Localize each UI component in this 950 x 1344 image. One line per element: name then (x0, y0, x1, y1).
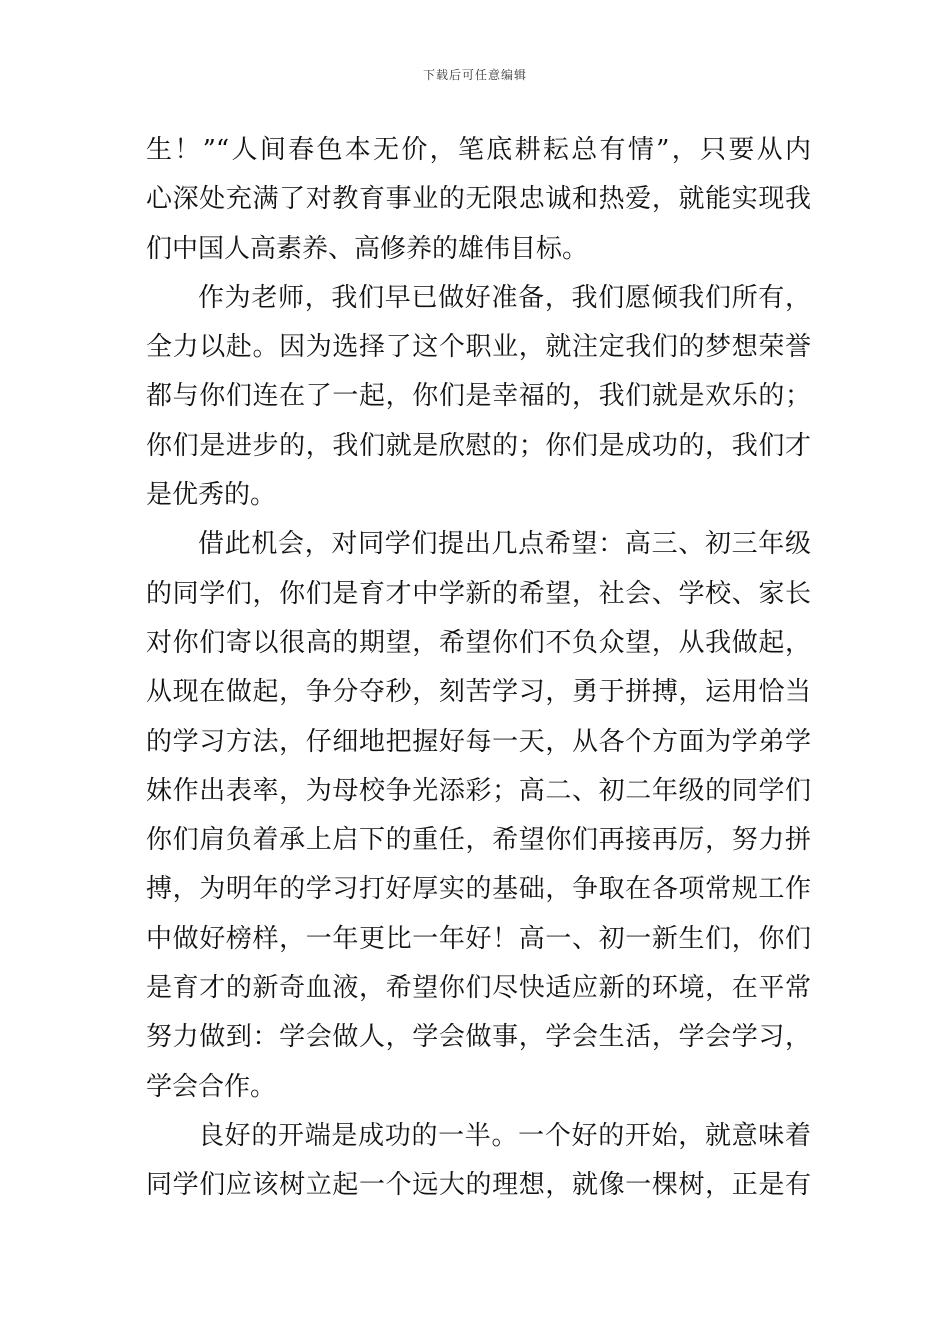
paragraph (146, 1112, 811, 1211)
paragraph (146, 274, 811, 520)
text-line: 是优秀的。 (146, 480, 277, 511)
text-line: 中做好榜样，一年更比一年好！高一、初一新生们，你们 (146, 923, 811, 954)
document-body (146, 126, 811, 1211)
text-line: 心深处充满了对教育事业的无限忠诚和热爱，就能实现我 (146, 184, 811, 215)
text-line: 对你们寄以很高的期望，希望你们不负众望，从我做起， (146, 627, 811, 658)
text-line: 努力做到：学会做人，学会做事，学会生活，学会学习， (146, 1022, 811, 1053)
text-line: 良好的开端是成功的一半。一个好的开始，就意味着 (198, 1120, 811, 1151)
text-line: 的同学们，你们是育才中学新的希望，社会、学校、家长 (146, 578, 811, 609)
text-line: 借此机会，对同学们提出几点希望：高三、初三年级 (198, 529, 811, 560)
text-line: 们中国人高素养、高修养的雄伟目标。 (146, 233, 589, 264)
text-line: 从现在做起，争分夺秒，刻苦学习，勇于拼搏，运用恰当 (146, 677, 811, 708)
text-line: 是育才的新奇血液，希望你们尽快适应新的环境，在平常 (146, 973, 811, 1004)
text-line: 妹作出表率，为母校争光添彩；高二、初二年级的同学们 (146, 775, 811, 806)
text-line: 你们是进步的，我们就是欣慰的；你们是成功的，我们才 (146, 430, 811, 461)
text-line: 学会合作。 (146, 1071, 277, 1102)
text-line: 同学们应该树立起一个远大的理想，就像一棵树，正是有 (146, 1170, 811, 1201)
text-line: 搏，为明年的学习打好厚实的基础，争取在各项常规工作 (146, 874, 811, 905)
text-line: 的学习方法，仔细地把握好每一天，从各个方面为学弟学 (146, 726, 811, 757)
text-line: 生！”“人间春色本无价，笔底耕耘总有情”，只要从内 (146, 135, 811, 165)
text-line: 你们肩负着承上启下的重任，希望你们再接再厉，努力拼 (146, 825, 811, 856)
text-line: 全力以赴。因为选择了这个职业，就注定我们的梦想荣誉 (146, 332, 811, 363)
text-line: 作为老师，我们早已做好准备，我们愿倾我们所有， (198, 282, 811, 313)
paragraph (146, 520, 811, 1112)
paragraph (146, 126, 811, 274)
page-header: 下载后可任意编辑 (422, 68, 527, 82)
text-line: 都与你们连在了一起，你们是幸福的，我们就是欢乐的； (146, 381, 811, 412)
